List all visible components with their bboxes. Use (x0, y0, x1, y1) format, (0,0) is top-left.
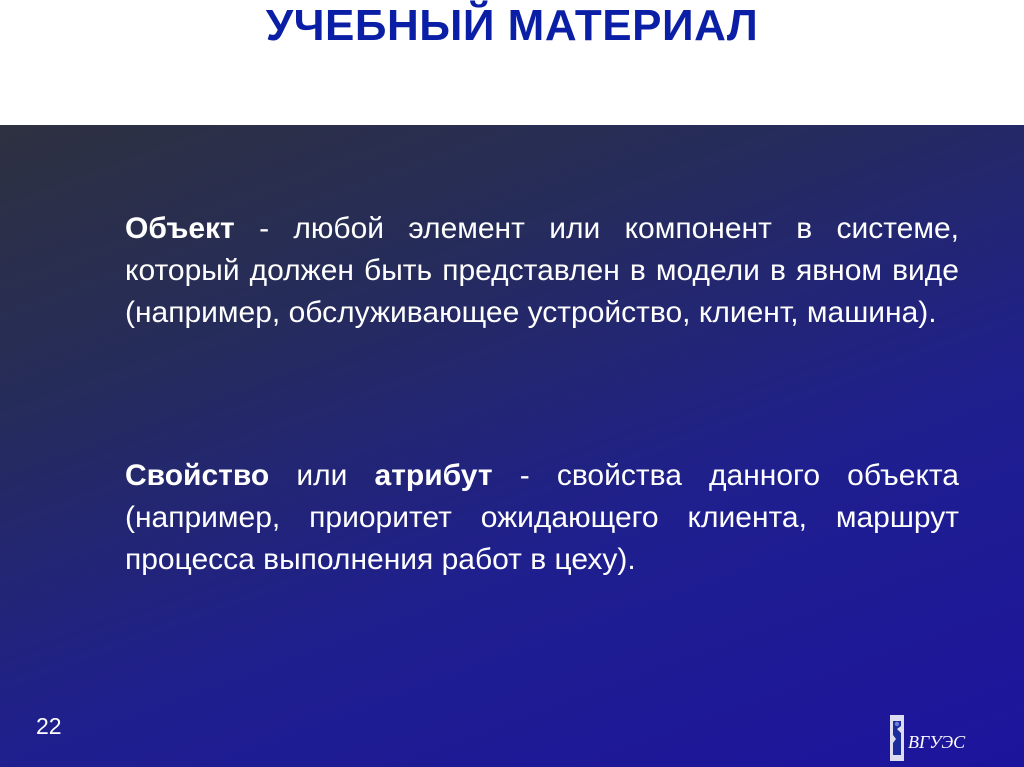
property-definition-text: - свойства данного объекта (например, приоритет ожидающего клиента, маршрут процесса выполнения работ в цеху). (125, 459, 959, 576)
property-connector: или (269, 459, 375, 492)
university-logo (886, 713, 1002, 767)
slide-title: УЧЕБНЫЙ МАТЕРИАЛ (265, 1, 759, 50)
slide-header (0, 0, 1024, 125)
object-term: Объект (125, 212, 235, 245)
object-definition (125, 208, 959, 334)
page-number: 22 (36, 713, 62, 739)
university-emblem-icon (886, 713, 1002, 767)
property-term: Свойство (125, 459, 270, 492)
logo-text: ВГУЭС (908, 732, 966, 752)
attribute-term: атрибут (374, 459, 493, 492)
property-definition (125, 455, 959, 581)
object-definition-text: - любой элемент или компонент в системе, который должен быть представлен в модели в явном виде (например, обслуживающее устройство, клиент, машина). (125, 212, 959, 329)
